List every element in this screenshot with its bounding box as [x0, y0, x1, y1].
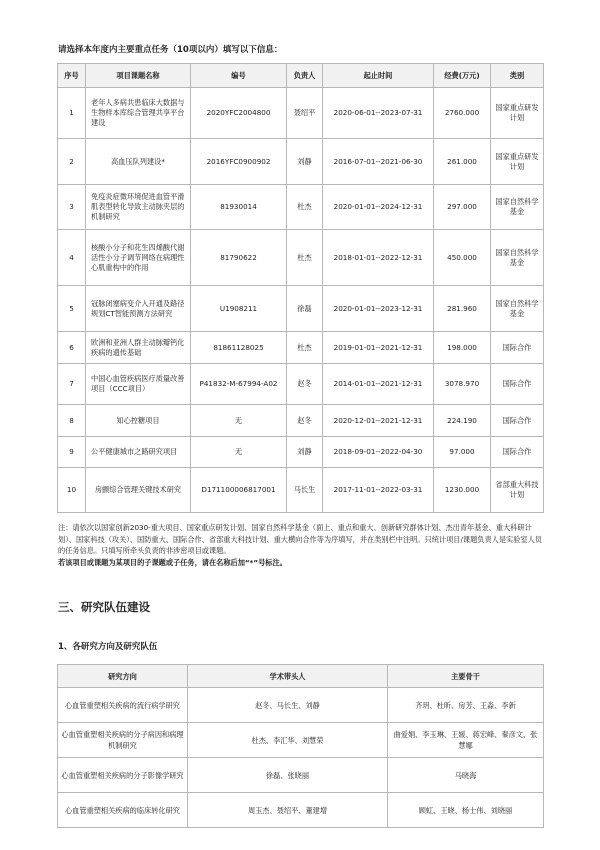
cell-name: 房颤综合管理关键技术研究 — [86, 468, 191, 513]
cell-period: 2020-01-01--2024-12-31 — [323, 185, 434, 230]
cell-code: P41832-M-67994-A02 — [191, 364, 287, 405]
cell-no: 10 — [58, 468, 86, 513]
table-row — [58, 437, 544, 468]
cell-core-members: 顾虹、王晓、杨士伟、刘晓丽 — [388, 793, 544, 828]
cell-lead: 马长生 — [287, 468, 323, 513]
cell-name: 知心控糖项目 — [86, 405, 191, 437]
table-row — [58, 468, 544, 513]
cell-fund: 97.000 — [434, 437, 491, 468]
col-header-category: 类别 — [491, 64, 544, 88]
table-row — [58, 723, 544, 758]
cell-lead: 刘静 — [287, 437, 323, 468]
cell-name: 欧洲和亚洲人群主动脉瓣钙化疾病的遗传基础 — [86, 332, 191, 364]
note-text: 注：请依次以国家创新2030-重大项目、国家重点研发计划、国家自然科学基金（面上、重点和重大、创新研究群体计划、杰出青年基金、重大科研计划）、国家科技（攻关）、国防重大、国际合作、省部重大科技计划、重大横向合作等为序填写，并在类别栏中注明。只统计项目/课题负责人是实验室人员的任务信息。只填写所牵头负责的非涉密项目或课题。 — [58, 523, 542, 555]
cell-name: 免疫炎症微环境促进血管平滑肌表型转化导致主动脉夹层的机制研究 — [86, 185, 191, 230]
task-intro: 请选择本年度内主要重点任务（10项以内）填写以下信息： — [58, 45, 283, 55]
cell-direction: 心血管重塑相关疾病的流行病学研究 — [58, 688, 188, 723]
cell-fund: 198.000 — [434, 332, 491, 364]
table-row — [58, 688, 544, 723]
cell-name: 高血压队列建设* — [86, 139, 191, 185]
table-row — [58, 286, 544, 332]
subsection-title: 1、各研究方向及研究队伍 — [58, 642, 158, 652]
cell-leaders: 徐磊、张晓丽 — [188, 758, 388, 793]
cell-leaders: 杜杰、李汇华、刘慧荣 — [188, 723, 388, 758]
table-header-row — [58, 665, 544, 688]
cell-direction: 心血管重塑相关疾病的分子影像学研究 — [58, 758, 188, 793]
col-header-no: 序号 — [58, 64, 86, 88]
col-header-lead: 负责人 — [287, 64, 323, 88]
cell-no: 1 — [58, 88, 86, 139]
cell-lead: 赵冬 — [287, 405, 323, 437]
cell-category: 省部重大科技计划 — [491, 468, 544, 513]
col-header-code: 编号 — [191, 64, 287, 88]
table-row — [58, 364, 544, 405]
col-header-leaders: 学术带头人 — [188, 665, 388, 688]
cell-lead: 杜杰 — [287, 230, 323, 286]
note-bold-text: 若该项目或课题为某项目的子课题或子任务，请在名称后加“*”号标注。 — [58, 557, 287, 567]
cell-category: 国际合作 — [491, 437, 544, 468]
cell-name: 冠脉闭塞病变介入开通及路径规划CT智能预测方法研究 — [86, 286, 191, 332]
cell-category: 国际合作 — [491, 405, 544, 437]
cell-leaders: 赵冬、马长生、刘静 — [188, 688, 388, 723]
cell-code: 81930014 — [191, 185, 287, 230]
cell-leaders: 周玉杰、聂绍平、董建增 — [188, 793, 388, 828]
cell-fund: 450.000 — [434, 230, 491, 286]
cell-no: 3 — [58, 185, 86, 230]
table-row — [58, 185, 544, 230]
cell-no: 9 — [58, 437, 86, 468]
cell-category: 国家重点研发计划 — [491, 139, 544, 185]
cell-no: 4 — [58, 230, 86, 286]
cell-lead: 聂绍平 — [287, 88, 323, 139]
table-row — [58, 405, 544, 437]
cell-direction: 心血管重塑相关疾病的分子病因和病理机制研究 — [58, 723, 188, 758]
cell-no: 2 — [58, 139, 86, 185]
cell-period: 2017-11-01--2022-03-31 — [323, 468, 434, 513]
table-row — [58, 230, 544, 286]
cell-code: 无 — [191, 437, 287, 468]
cell-fund: 3078.970 — [434, 364, 491, 405]
table-note — [58, 522, 544, 568]
cell-no: 7 — [58, 364, 86, 405]
cell-category: 国际合作 — [491, 332, 544, 364]
cell-period: 2018-09-01--2022-04-30 — [323, 437, 434, 468]
cell-no: 5 — [58, 286, 86, 332]
cell-period: 2019-01-01--2021-12-31 — [323, 332, 434, 364]
cell-core-members: 曲爱娟、李玉琳、王媛、蒋宏峰、秦彦文、张慧娜 — [388, 723, 544, 758]
col-header-fund: 经费(万元) — [434, 64, 491, 88]
cell-period: 2016-07-01--2021-06-30 — [323, 139, 434, 185]
table-row — [58, 758, 544, 793]
col-header-name: 项目课题名称 — [86, 64, 191, 88]
col-header-direction: 研究方向 — [58, 665, 188, 688]
col-header-core-members: 主要骨干 — [388, 665, 544, 688]
cell-name: 老年人多病共患临床大数据与生物样本库综合管理共享平台建设 — [86, 88, 191, 139]
cell-code: 81790622 — [191, 230, 287, 286]
cell-category: 国家自然科学基金 — [491, 185, 544, 230]
table-row — [58, 332, 544, 364]
cell-fund: 281.960 — [434, 286, 491, 332]
table-header-row — [58, 64, 544, 88]
cell-core-members: 齐玥、杜昕、房芳、王淼、李新 — [388, 688, 544, 723]
table-row — [58, 88, 544, 139]
key-tasks-table — [57, 63, 544, 513]
cell-fund: 297.000 — [434, 185, 491, 230]
cell-fund: 1230.000 — [434, 468, 491, 513]
cell-name: 公平健康城市之路研究项目 — [86, 437, 191, 468]
cell-category: 国家自然科学基金 — [491, 286, 544, 332]
cell-period: 2020-01-01--2023-12-31 — [323, 286, 434, 332]
cell-code: 2016YFC0900902 — [191, 139, 287, 185]
cell-no: 6 — [58, 332, 86, 364]
cell-lead: 赵冬 — [287, 364, 323, 405]
cell-name: 中国心血管疾病医疗质量改善项目（CCC项目） — [86, 364, 191, 405]
cell-code: 无 — [191, 405, 287, 437]
cell-lead: 刘静 — [287, 139, 323, 185]
research-team-table — [57, 664, 544, 828]
cell-category: 国家重点研发计划 — [491, 88, 544, 139]
col-header-period: 起止时间 — [323, 64, 434, 88]
cell-code: U1908211 — [191, 286, 287, 332]
cell-code: D171100006817001 — [191, 468, 287, 513]
cell-fund: 261.000 — [434, 139, 491, 185]
cell-period: 2020-06-01--2023-07-31 — [323, 88, 434, 139]
cell-period: 2018-01-01--2022-12-31 — [323, 230, 434, 286]
cell-period: 2020-12-01--2021-12-31 — [323, 405, 434, 437]
cell-name: 核酸小分子和花生四烯酸代谢活性小分子调节网络在病理性心肌重构中的作用 — [86, 230, 191, 286]
cell-code: 2020YFC2004800 — [191, 88, 287, 139]
cell-period: 2014-01-01--2021-12-31 — [323, 364, 434, 405]
cell-core-members: 马晓海 — [388, 758, 544, 793]
cell-no: 8 — [58, 405, 86, 437]
cell-fund: 2760.000 — [434, 88, 491, 139]
cell-fund: 224.190 — [434, 405, 491, 437]
table-row — [58, 139, 544, 185]
cell-lead: 杜杰 — [287, 332, 323, 364]
cell-direction: 心血管重塑相关疾病的临床转化研究 — [58, 793, 188, 828]
cell-category: 国际合作 — [491, 364, 544, 405]
section-title: 三、研究队伍建设 — [58, 600, 150, 614]
cell-lead: 徐磊 — [287, 286, 323, 332]
cell-lead: 杜杰 — [287, 185, 323, 230]
cell-code: 81861128025 — [191, 332, 287, 364]
table-row — [58, 793, 544, 828]
cell-category: 国家自然科学基金 — [491, 230, 544, 286]
